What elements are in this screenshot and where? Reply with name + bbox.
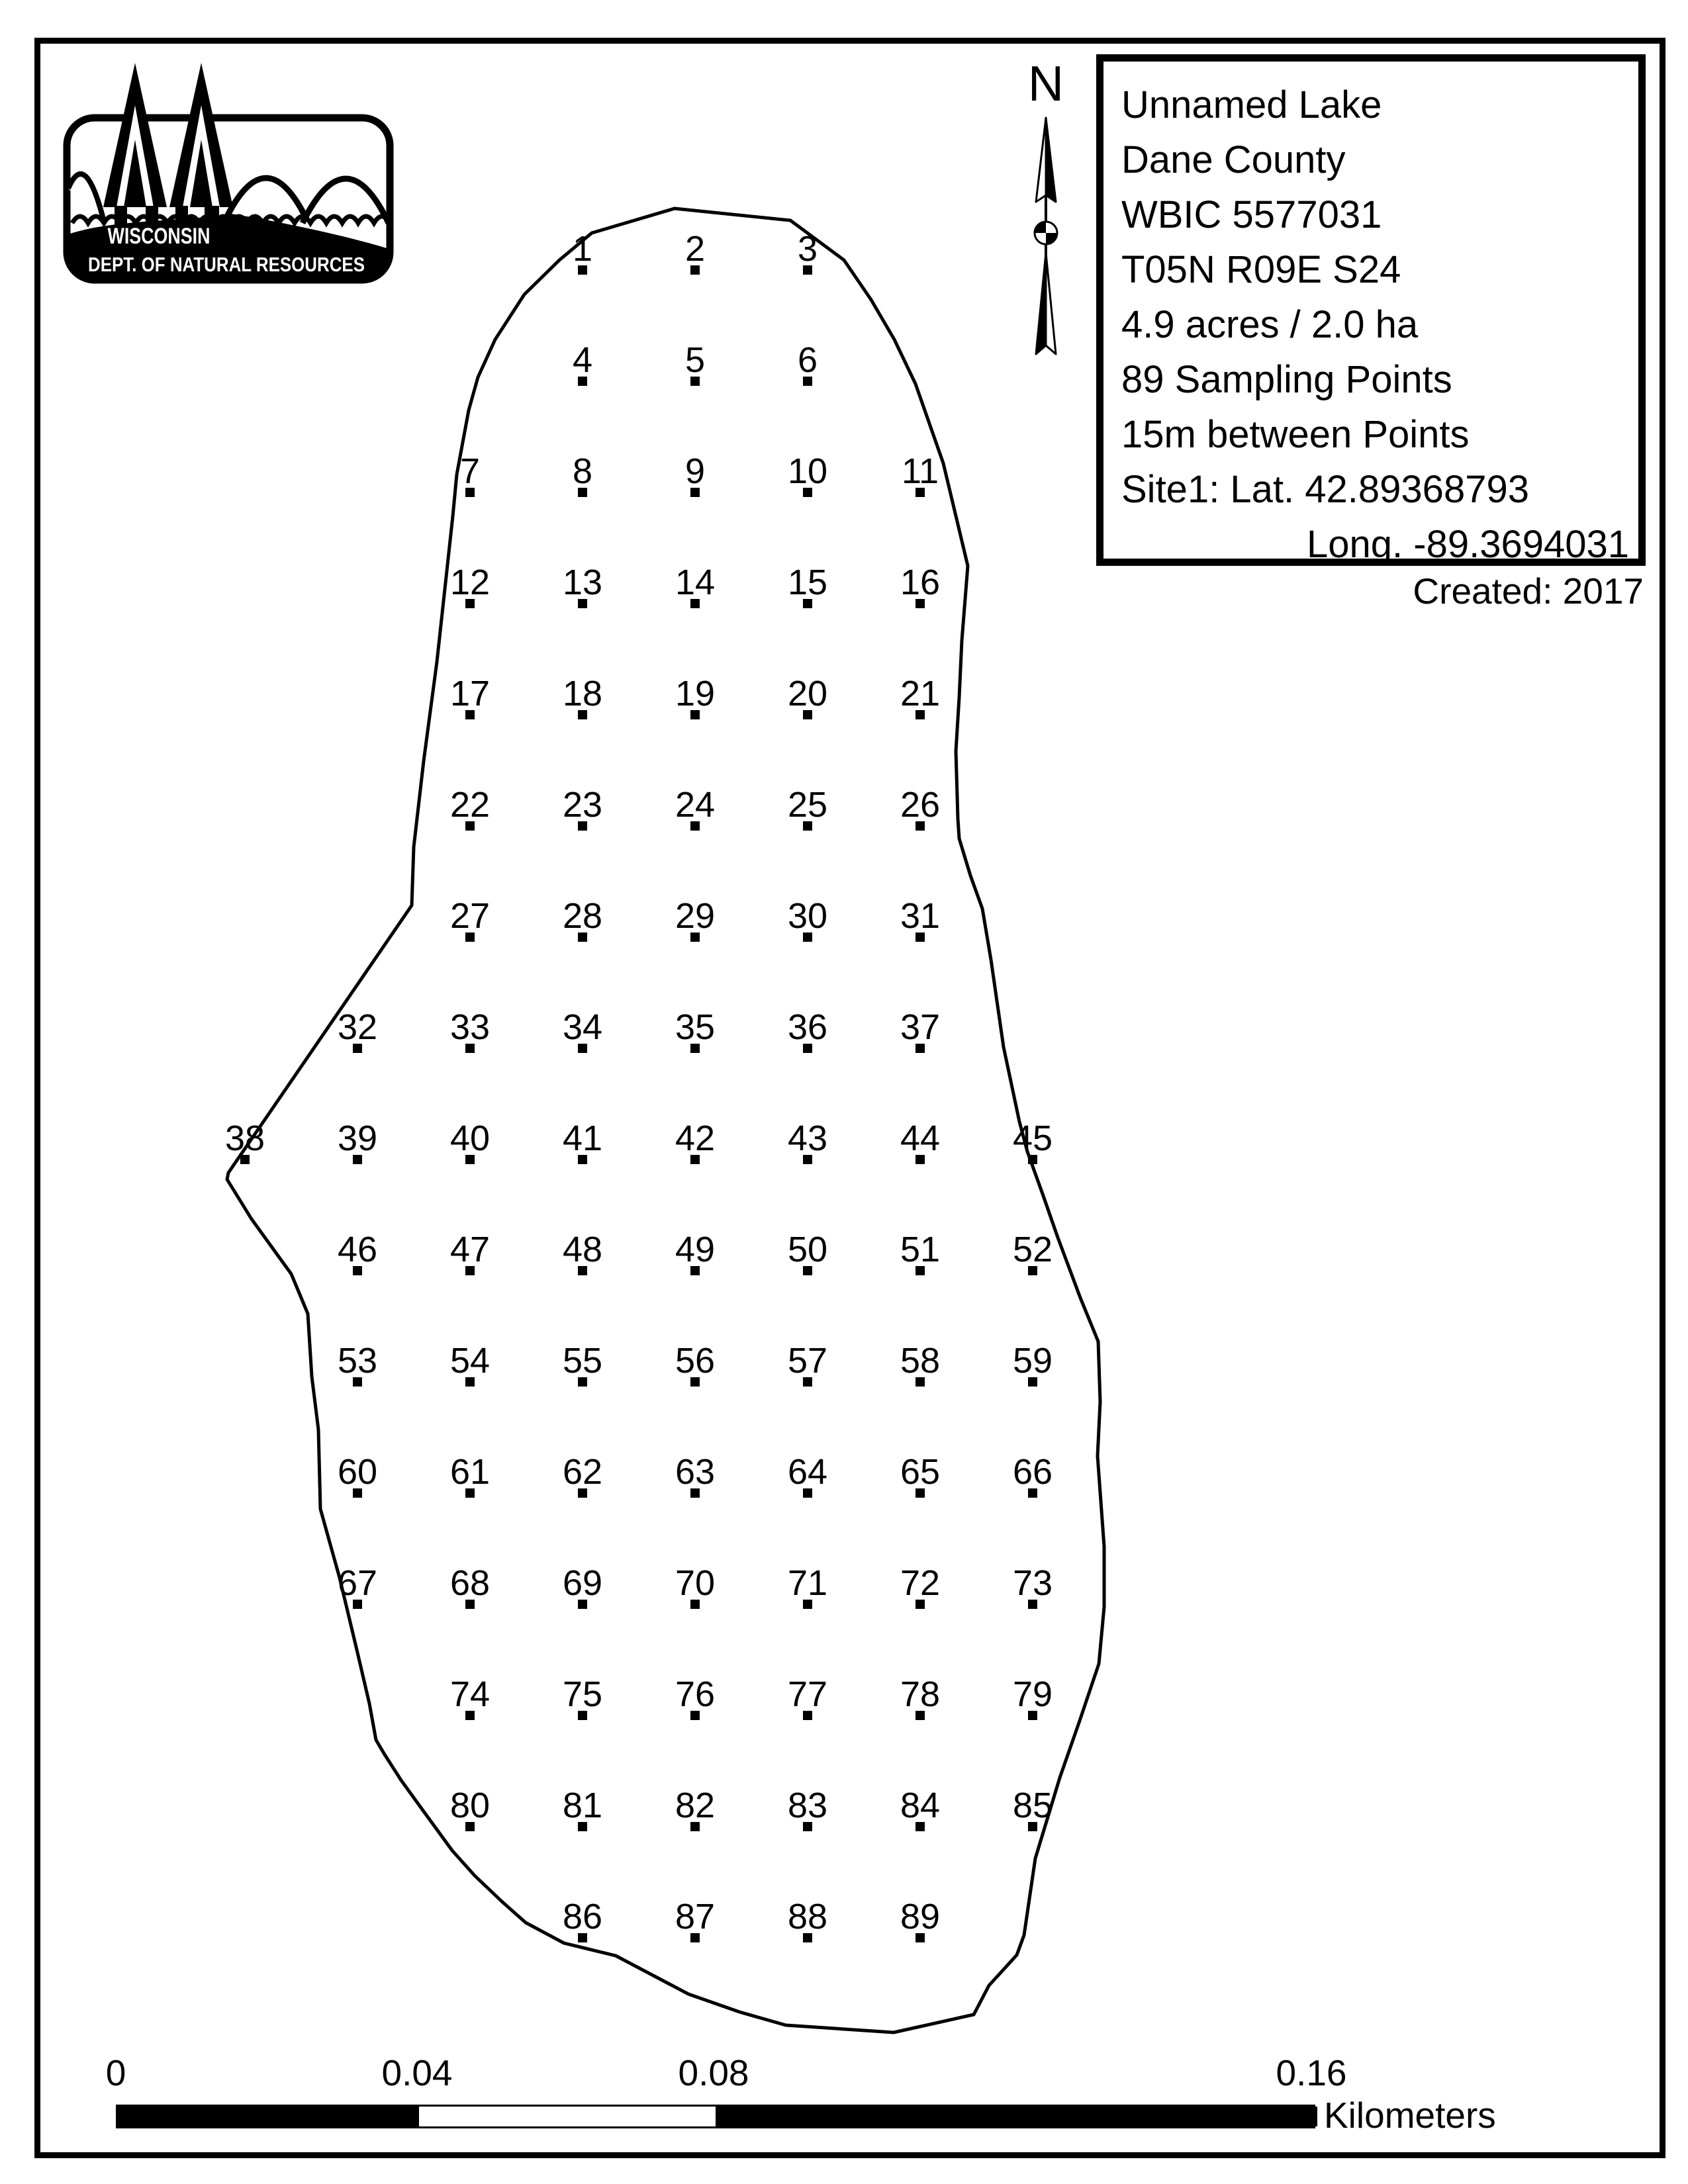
sampling-point-number: 83 — [787, 1786, 828, 1825]
sampling-point-number: 30 — [787, 896, 828, 936]
scalebar-segment — [716, 2107, 1317, 2126]
sampling-point-dot — [675, 1230, 716, 1275]
sampling-point-dot — [797, 229, 818, 275]
sampling-point-number: 55 — [562, 1341, 603, 1381]
sampling-point-number: 73 — [1012, 1563, 1053, 1603]
sampling-point-dot — [675, 1563, 716, 1609]
sampling-point-number: 25 — [787, 785, 828, 825]
sampling-point-dot — [675, 1007, 716, 1053]
sampling-point-dot — [787, 1452, 828, 1498]
sampling-point-number: 20 — [787, 674, 828, 713]
sampling-point-number: 81 — [562, 1786, 603, 1825]
sampling-point-number: 35 — [675, 1007, 716, 1047]
sampling-point-number: 26 — [900, 785, 941, 825]
sampling-point-dot — [787, 1563, 828, 1609]
scalebar — [116, 2105, 1315, 2128]
sampling-point-dot — [337, 1341, 378, 1387]
sampling-point-number: 74 — [449, 1674, 491, 1714]
sampling-point-number: 36 — [787, 1007, 828, 1047]
sampling-point-dot — [900, 1452, 941, 1498]
sampling-point-dot — [787, 451, 828, 497]
sampling-point-number: 87 — [675, 1897, 716, 1936]
sampling-point-number: 62 — [562, 1452, 603, 1492]
sampling-point-dot — [562, 674, 603, 719]
sampling-point-dot — [787, 1674, 828, 1720]
scalebar-tick-label: 0.08 — [678, 2052, 749, 2093]
info-line: Unnamed Lake — [1121, 83, 1382, 126]
sampling-point-dot — [900, 674, 941, 719]
sampling-point-dot — [562, 1897, 603, 1942]
sampling-point-dot — [675, 674, 716, 719]
info-line: 89 Sampling Points — [1121, 358, 1452, 401]
sampling-point-number: 43 — [787, 1118, 828, 1158]
sampling-point-dot — [684, 229, 706, 275]
scalebar-segment — [419, 2107, 716, 2126]
sampling-point-dot — [572, 340, 593, 386]
sampling-point-number: 7 — [459, 451, 481, 491]
sampling-point-dot — [562, 1674, 603, 1720]
sampling-point-dot — [572, 229, 593, 275]
sampling-point-dot — [337, 1452, 378, 1498]
sampling-point-number: 19 — [675, 674, 716, 713]
sampling-point-dot — [449, 785, 491, 831]
sampling-point-number: 49 — [675, 1230, 716, 1269]
sampling-point-dot — [1012, 1341, 1053, 1387]
sampling-point-dot — [675, 563, 716, 608]
sampling-point-dot — [675, 1118, 716, 1164]
sampling-point-dot — [1012, 1118, 1053, 1164]
sampling-point-dot — [900, 1786, 941, 1831]
sampling-point-dot — [1012, 1452, 1053, 1498]
sampling-point-number: 1 — [572, 229, 593, 269]
sampling-point-number: 9 — [684, 451, 706, 491]
info-line: 4.9 acres / 2.0 ha — [1121, 303, 1419, 346]
sampling-point-number: 32 — [337, 1007, 378, 1047]
sampling-point-dot — [449, 1674, 491, 1720]
info-line: WBIC 5577031 — [1121, 193, 1382, 236]
sampling-point-dot — [337, 1007, 378, 1053]
sampling-point-number: 51 — [900, 1230, 941, 1269]
sampling-point-dot — [449, 1786, 491, 1831]
sampling-point-dot — [675, 1897, 716, 1942]
sampling-point-dot — [224, 1118, 265, 1164]
sampling-point-dot — [900, 785, 941, 831]
sampling-point-number: 79 — [1012, 1674, 1053, 1714]
sampling-point-dot — [337, 1563, 378, 1609]
sampling-point-dot — [562, 563, 603, 608]
sampling-point-number: 45 — [1012, 1118, 1053, 1158]
sampling-point-dot — [562, 1341, 603, 1387]
sampling-point-number: 78 — [900, 1674, 941, 1714]
sampling-point-dot — [449, 1341, 491, 1387]
sampling-point-dot — [562, 785, 603, 831]
sampling-point-number: 84 — [900, 1786, 941, 1825]
sampling-point-dot — [675, 1786, 716, 1831]
sampling-point-number: 4 — [572, 340, 593, 380]
sampling-point-number: 69 — [562, 1563, 603, 1603]
sampling-point-number: 75 — [562, 1674, 603, 1714]
sampling-point-number: 70 — [675, 1563, 716, 1603]
sampling-point-dot — [787, 1786, 828, 1831]
sampling-point-number: 65 — [900, 1452, 941, 1492]
info-line: Site1: Lat. 42.89368793 — [1121, 468, 1529, 511]
north-label: N — [1027, 60, 1064, 111]
sampling-point-number: 40 — [449, 1118, 491, 1158]
sampling-point-dot — [449, 1452, 491, 1498]
sampling-point-dot — [562, 1118, 603, 1164]
sampling-point-dot — [900, 1118, 941, 1164]
sampling-point-dot — [572, 451, 593, 497]
sampling-point-dot — [449, 1118, 491, 1164]
sampling-point-number: 60 — [337, 1452, 378, 1492]
sampling-point-dot — [787, 1897, 828, 1942]
sampling-point-number: 11 — [901, 451, 939, 491]
sampling-point-dot — [684, 451, 706, 497]
sampling-point-dot — [787, 674, 828, 719]
sampling-point-dot — [787, 1341, 828, 1387]
sampling-point-number: 8 — [572, 451, 593, 491]
info-line: Dane County — [1121, 138, 1346, 181]
sampling-point-dot — [449, 563, 491, 608]
sampling-point-number: 31 — [900, 896, 941, 936]
sampling-point-number: 10 — [787, 451, 828, 491]
sampling-point-number: 24 — [675, 785, 716, 825]
logo-dept-label: DEPT. OF NATURAL RESOURCES — [88, 253, 365, 276]
scalebar-tick-label: 0 — [105, 2052, 126, 2093]
sampling-point-number: 80 — [449, 1786, 491, 1825]
sampling-point-number: 12 — [449, 563, 491, 602]
sampling-point-number: 18 — [562, 674, 603, 713]
sampling-point-number: 39 — [337, 1118, 378, 1158]
scalebar-segment — [118, 2107, 419, 2126]
sampling-point-number: 5 — [684, 340, 706, 380]
sampling-point-dot — [900, 1674, 941, 1720]
sampling-point-dot — [449, 896, 491, 942]
sampling-point-dot — [787, 1118, 828, 1164]
sampling-point-number: 28 — [562, 896, 603, 936]
sampling-point-number: 41 — [562, 1118, 603, 1158]
sampling-point-number: 6 — [797, 340, 818, 380]
sampling-point-number: 29 — [675, 896, 716, 936]
sampling-point-number: 37 — [900, 1007, 941, 1047]
sampling-point-number: 27 — [449, 896, 491, 936]
sampling-point-dot — [900, 563, 941, 608]
sampling-point-dot — [787, 1230, 828, 1275]
sampling-point-number: 77 — [787, 1674, 828, 1714]
sampling-point-number: 14 — [675, 563, 716, 602]
sampling-point-number: 2 — [684, 229, 706, 269]
sampling-point-dot — [449, 674, 491, 719]
sampling-point-number: 71 — [787, 1563, 828, 1603]
sampling-point-dot — [675, 896, 716, 942]
sampling-point-number: 44 — [900, 1118, 941, 1158]
sampling-point-number: 13 — [562, 563, 603, 602]
created-note: Created: 2017 — [1413, 570, 1644, 612]
info-line: T05N R09E S24 — [1121, 248, 1401, 291]
sampling-point-dot — [449, 1230, 491, 1275]
sampling-point-dot — [900, 896, 941, 942]
sampling-point-number: 47 — [449, 1230, 491, 1269]
sampling-point-dot — [1012, 1230, 1053, 1275]
sampling-point-dot — [675, 1674, 716, 1720]
sampling-point-number: 15 — [787, 563, 828, 602]
sampling-point-number: 23 — [562, 785, 603, 825]
sampling-point-dot — [562, 1230, 603, 1275]
sampling-point-number: 72 — [900, 1563, 941, 1603]
sampling-point-dot — [562, 1007, 603, 1053]
logo-state-label: WISCONSIN — [107, 224, 211, 249]
sampling-point-number: 64 — [787, 1452, 828, 1492]
sampling-point-dot — [449, 1007, 491, 1053]
sampling-point-dot — [562, 1786, 603, 1831]
sampling-point-number: 68 — [449, 1563, 491, 1603]
sampling-point-dot — [562, 1563, 603, 1609]
sampling-point-dot — [787, 563, 828, 608]
sampling-point-number: 56 — [675, 1341, 716, 1381]
sampling-point-dot — [900, 1563, 941, 1609]
sampling-point-dot — [675, 1452, 716, 1498]
sampling-point-number: 67 — [337, 1563, 378, 1603]
sampling-point-dot — [900, 1897, 941, 1942]
sampling-point-number: 66 — [1012, 1452, 1053, 1492]
sampling-point-dot — [900, 1341, 941, 1387]
sampling-point-dot — [449, 1563, 491, 1609]
sampling-point-number: 59 — [1012, 1341, 1053, 1381]
sampling-point-number: 38 — [224, 1118, 265, 1158]
sampling-point-dot — [900, 1230, 941, 1275]
sampling-point-number: 3 — [797, 229, 818, 269]
sampling-point-dot — [675, 1341, 716, 1387]
sampling-point-number: 50 — [787, 1230, 828, 1269]
sampling-point-dot — [900, 1007, 941, 1053]
sampling-point-dot — [337, 1118, 378, 1164]
sampling-point-number: 21 — [900, 674, 941, 713]
sampling-point-number: 46 — [337, 1230, 378, 1269]
sampling-point-number: 52 — [1012, 1230, 1053, 1269]
sampling-point-dot — [684, 340, 706, 386]
sampling-point-number: 57 — [787, 1341, 828, 1381]
sampling-point-dot — [562, 1452, 603, 1498]
sampling-point-dot — [797, 340, 818, 386]
sampling-point-number: 34 — [562, 1007, 603, 1047]
sampling-point-number: 61 — [449, 1452, 491, 1492]
sampling-point-number: 86 — [562, 1897, 603, 1936]
sampling-point-number: 33 — [449, 1007, 491, 1047]
info-line: Long. -89.3694031 — [1307, 523, 1629, 566]
scalebar-tick-label: 0.16 — [1276, 2052, 1347, 2093]
sampling-point-number: 16 — [900, 563, 941, 602]
sampling-point-dot — [787, 785, 828, 831]
sampling-point-dot — [787, 1007, 828, 1053]
scalebar-tick-label: 0.04 — [381, 2052, 453, 2093]
sampling-point-number: 22 — [449, 785, 491, 825]
sampling-point-dot — [459, 451, 481, 497]
sampling-point-dot — [562, 896, 603, 942]
sampling-point-dot — [1012, 1786, 1053, 1831]
info-line: 15m between Points — [1121, 413, 1470, 456]
sampling-point-number: 42 — [675, 1118, 716, 1158]
sampling-point-dot — [787, 896, 828, 942]
sampling-point-number: 76 — [675, 1674, 716, 1714]
sampling-point-dot — [337, 1230, 378, 1275]
sampling-point-dot — [675, 785, 716, 831]
sampling-point-number: 85 — [1012, 1786, 1053, 1825]
sampling-point-number: 88 — [787, 1897, 828, 1936]
sampling-point-number: 63 — [675, 1452, 716, 1492]
sampling-point-number: 17 — [449, 674, 491, 713]
sampling-point-dot — [901, 451, 939, 497]
sampling-point-number: 82 — [675, 1786, 716, 1825]
sampling-point-number: 58 — [900, 1341, 941, 1381]
sampling-point-number: 89 — [900, 1897, 941, 1936]
scalebar-unit-label: Kilometers — [1324, 2095, 1496, 2136]
sampling-point-number: 48 — [562, 1230, 603, 1269]
sampling-point-dot — [1012, 1563, 1053, 1609]
sampling-point-dot — [1012, 1674, 1053, 1720]
sampling-point-number: 53 — [337, 1341, 378, 1381]
sampling-point-number: 54 — [449, 1341, 491, 1381]
